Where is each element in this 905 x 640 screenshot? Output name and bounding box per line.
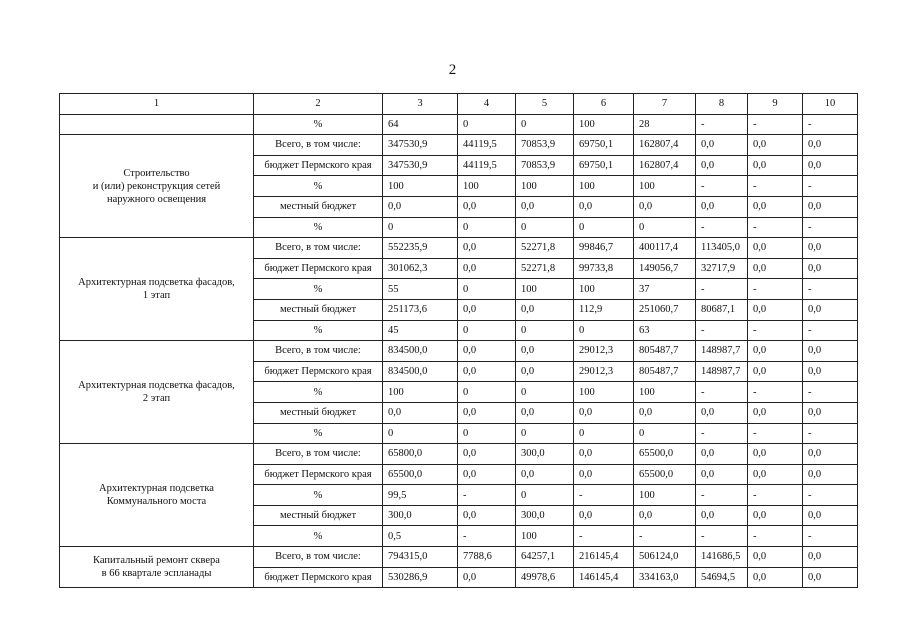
value-cell: 400117,4 — [634, 238, 696, 259]
value-cell: 0,0 — [574, 444, 634, 465]
value-cell: 44119,5 — [458, 155, 516, 176]
header-row — [60, 94, 858, 115]
value-cell: 0,0 — [634, 505, 696, 526]
value-cell: 0,0 — [748, 505, 803, 526]
value-cell: 100 — [516, 176, 574, 197]
value-cell: - — [748, 114, 803, 135]
value-cell: 0 — [516, 114, 574, 135]
value-cell: 805487,7 — [634, 361, 696, 382]
value-cell: - — [803, 114, 858, 135]
value-cell: 149056,7 — [634, 258, 696, 279]
value-cell: 44119,5 — [458, 135, 516, 156]
value-cell: 80687,1 — [696, 299, 748, 320]
value-cell: 65800,0 — [383, 444, 458, 465]
value-cell: 112,9 — [574, 299, 634, 320]
value-cell: 100 — [574, 176, 634, 197]
row-label: % — [254, 279, 383, 300]
value-cell: 70853,9 — [516, 155, 574, 176]
section-name: Архитектурная подсветка фасадов, 1 этап — [60, 238, 254, 341]
value-cell: 0 — [574, 217, 634, 238]
value-cell: 0 — [383, 423, 458, 444]
value-cell: 0 — [634, 217, 696, 238]
value-cell: 334163,0 — [634, 567, 696, 588]
value-cell: 347530,9 — [383, 135, 458, 156]
value-cell: 0,0 — [803, 299, 858, 320]
value-cell: 0,0 — [516, 361, 574, 382]
row-label: бюджет Пермского края — [254, 258, 383, 279]
value-cell: 0 — [516, 485, 574, 506]
value-cell: 251060,7 — [634, 299, 696, 320]
row-label: % — [254, 423, 383, 444]
value-cell: 65500,0 — [634, 444, 696, 465]
value-cell: 834500,0 — [383, 341, 458, 362]
value-cell: 162807,4 — [634, 135, 696, 156]
row-label: местный бюджет — [254, 505, 383, 526]
value-cell: 0 — [458, 114, 516, 135]
value-cell: - — [803, 279, 858, 300]
value-cell: 141686,5 — [696, 547, 748, 568]
row-label: % — [254, 320, 383, 341]
value-cell: 0 — [516, 320, 574, 341]
value-cell: 0,5 — [383, 526, 458, 547]
value-cell: 0,0 — [634, 196, 696, 217]
value-cell: - — [696, 320, 748, 341]
value-cell: 300,0 — [383, 505, 458, 526]
value-cell: 0,0 — [574, 505, 634, 526]
row-label: бюджет Пермского края — [254, 361, 383, 382]
value-cell: - — [696, 217, 748, 238]
column-header: 4 — [458, 94, 516, 115]
row-label: % — [254, 217, 383, 238]
value-cell: - — [803, 217, 858, 238]
column-header: 8 — [696, 94, 748, 115]
table-body — [60, 94, 858, 588]
value-cell: - — [748, 382, 803, 403]
value-cell: 530286,9 — [383, 567, 458, 588]
value-cell: 0,0 — [696, 135, 748, 156]
column-header: 10 — [803, 94, 858, 115]
value-cell: 37 — [634, 279, 696, 300]
table-row — [60, 135, 858, 156]
value-cell: 0,0 — [748, 196, 803, 217]
table-row — [60, 238, 858, 259]
value-cell: 28 — [634, 114, 696, 135]
value-cell: 100 — [634, 176, 696, 197]
table-row — [60, 547, 858, 568]
value-cell: - — [748, 176, 803, 197]
value-cell: 32717,9 — [696, 258, 748, 279]
value-cell: 0 — [458, 382, 516, 403]
value-cell: 0,0 — [516, 402, 574, 423]
value-cell: 0 — [458, 423, 516, 444]
value-cell: 794315,0 — [383, 547, 458, 568]
value-cell: 0 — [516, 423, 574, 444]
value-cell: 0 — [574, 423, 634, 444]
page-number: 2 — [448, 62, 457, 78]
value-cell: 0,0 — [696, 444, 748, 465]
value-cell: 100 — [458, 176, 516, 197]
value-cell: 52271,8 — [516, 238, 574, 259]
value-cell: 0,0 — [458, 299, 516, 320]
value-cell: 0,0 — [748, 567, 803, 588]
value-cell: - — [803, 320, 858, 341]
value-cell: 0,0 — [748, 402, 803, 423]
value-cell: 148987,7 — [696, 341, 748, 362]
value-cell: - — [803, 485, 858, 506]
column-header: 7 — [634, 94, 696, 115]
column-header: 3 — [383, 94, 458, 115]
value-cell: 0,0 — [803, 567, 858, 588]
value-cell: 49978,6 — [516, 567, 574, 588]
column-header: 6 — [574, 94, 634, 115]
value-cell: 146145,4 — [574, 567, 634, 588]
value-cell: 0,0 — [748, 258, 803, 279]
value-cell: 0,0 — [803, 361, 858, 382]
value-cell: - — [696, 423, 748, 444]
section-name: Строительство и (или) реконструкция сетей наружного освещения — [60, 135, 254, 238]
value-cell: - — [696, 526, 748, 547]
value-cell: 0,0 — [458, 238, 516, 259]
value-cell: - — [803, 526, 858, 547]
value-cell: 0,0 — [696, 505, 748, 526]
value-cell: 0,0 — [748, 444, 803, 465]
value-cell: - — [748, 485, 803, 506]
value-cell: 100 — [574, 279, 634, 300]
value-cell: - — [748, 217, 803, 238]
column-header: 5 — [516, 94, 574, 115]
value-cell: 54694,5 — [696, 567, 748, 588]
value-cell: - — [696, 279, 748, 300]
value-cell: 251173,6 — [383, 299, 458, 320]
value-cell: - — [748, 320, 803, 341]
value-cell: 0 — [516, 382, 574, 403]
value-cell: 99,5 — [383, 485, 458, 506]
value-cell: 0,0 — [458, 402, 516, 423]
value-cell: 55 — [383, 279, 458, 300]
value-cell: 0,0 — [803, 547, 858, 568]
row-label: % — [254, 176, 383, 197]
value-cell: - — [748, 526, 803, 547]
value-cell: 0,0 — [696, 155, 748, 176]
value-cell: 148987,7 — [696, 361, 748, 382]
value-cell: 0,0 — [458, 258, 516, 279]
value-cell: 0,0 — [803, 444, 858, 465]
value-cell: 0,0 — [516, 196, 574, 217]
value-cell: 52271,8 — [516, 258, 574, 279]
value-cell: 70853,9 — [516, 135, 574, 156]
value-cell: 805487,7 — [634, 341, 696, 362]
section-name: Архитектурная подсветка Коммунального моста — [60, 444, 254, 547]
value-cell: 0,0 — [696, 402, 748, 423]
value-cell: - — [803, 382, 858, 403]
value-cell: 0,0 — [748, 341, 803, 362]
value-cell: 100 — [574, 382, 634, 403]
value-cell: 0,0 — [748, 361, 803, 382]
value-cell: 100 — [516, 526, 574, 547]
value-cell: 301062,3 — [383, 258, 458, 279]
value-cell: 64257,1 — [516, 547, 574, 568]
value-cell: 0,0 — [696, 196, 748, 217]
value-cell: 113405,0 — [696, 238, 748, 259]
value-cell: - — [803, 423, 858, 444]
value-cell: 0,0 — [803, 196, 858, 217]
table-row — [60, 444, 858, 465]
value-cell: 100 — [634, 382, 696, 403]
row-label: Всего, в том числе: — [254, 341, 383, 362]
value-cell: 100 — [383, 382, 458, 403]
value-cell: 347530,9 — [383, 155, 458, 176]
value-cell: 0,0 — [803, 155, 858, 176]
row-label: бюджет Пермского края — [254, 464, 383, 485]
value-cell: 0,0 — [516, 341, 574, 362]
value-cell: 0,0 — [574, 464, 634, 485]
value-cell: 69750,1 — [574, 135, 634, 156]
value-cell: 7788,6 — [458, 547, 516, 568]
value-cell: 216145,4 — [574, 547, 634, 568]
value-cell: 506124,0 — [634, 547, 696, 568]
row-label: % — [254, 485, 383, 506]
value-cell: 0 — [458, 320, 516, 341]
value-cell: 0,0 — [748, 547, 803, 568]
value-cell: 834500,0 — [383, 361, 458, 382]
value-cell: - — [574, 526, 634, 547]
value-cell: 0,0 — [748, 299, 803, 320]
row-label: Всего, в том числе: — [254, 135, 383, 156]
value-cell: 64 — [383, 114, 458, 135]
value-cell: 0,0 — [803, 341, 858, 362]
row-label: Всего, в том числе: — [254, 238, 383, 259]
row-label: местный бюджет — [254, 402, 383, 423]
value-cell: 0,0 — [634, 402, 696, 423]
value-cell: 0,0 — [574, 196, 634, 217]
column-header: 1 — [60, 94, 254, 115]
value-cell: 0 — [383, 217, 458, 238]
table-row — [60, 341, 858, 362]
value-cell: - — [458, 526, 516, 547]
value-cell: 0,0 — [748, 135, 803, 156]
value-cell: - — [696, 114, 748, 135]
row-label: % — [254, 114, 383, 135]
value-cell: - — [696, 382, 748, 403]
value-cell: 552235,9 — [383, 238, 458, 259]
value-cell: 100 — [383, 176, 458, 197]
value-cell: 65500,0 — [383, 464, 458, 485]
value-cell: 0,0 — [516, 299, 574, 320]
value-cell: 0,0 — [383, 196, 458, 217]
row-label: % — [254, 526, 383, 547]
value-cell: 0,0 — [803, 464, 858, 485]
value-cell: 0,0 — [803, 135, 858, 156]
value-cell: 0,0 — [803, 258, 858, 279]
value-cell: 99733,8 — [574, 258, 634, 279]
value-cell: 100 — [634, 485, 696, 506]
value-cell: 0,0 — [748, 238, 803, 259]
value-cell: 162807,4 — [634, 155, 696, 176]
value-cell: 0 — [516, 217, 574, 238]
value-cell: 0 — [458, 279, 516, 300]
value-cell: - — [748, 423, 803, 444]
value-cell: - — [696, 176, 748, 197]
value-cell: 0,0 — [516, 464, 574, 485]
row-label: бюджет Пермского края — [254, 155, 383, 176]
value-cell: - — [696, 485, 748, 506]
budget-table — [59, 93, 858, 588]
value-cell: 0,0 — [574, 402, 634, 423]
value-cell: 0,0 — [383, 402, 458, 423]
value-cell: - — [748, 279, 803, 300]
value-cell: 300,0 — [516, 444, 574, 465]
value-cell: 45 — [383, 320, 458, 341]
value-cell: 29012,3 — [574, 341, 634, 362]
value-cell: - — [574, 485, 634, 506]
value-cell: 0,0 — [748, 464, 803, 485]
value-cell: 99846,7 — [574, 238, 634, 259]
value-cell: 100 — [516, 279, 574, 300]
column-header: 9 — [748, 94, 803, 115]
value-cell: 69750,1 — [574, 155, 634, 176]
value-cell: 0,0 — [696, 464, 748, 485]
value-cell: 0,0 — [803, 238, 858, 259]
column-header: 2 — [254, 94, 383, 115]
row-label: бюджет Пермского края — [254, 567, 383, 588]
value-cell: 0,0 — [458, 444, 516, 465]
value-cell: 63 — [634, 320, 696, 341]
value-cell: 100 — [574, 114, 634, 135]
value-cell: 0,0 — [803, 402, 858, 423]
row-label: % — [254, 382, 383, 403]
value-cell: 0,0 — [458, 341, 516, 362]
value-cell: - — [458, 485, 516, 506]
value-cell: - — [803, 176, 858, 197]
row-label: Всего, в том числе: — [254, 444, 383, 465]
row-label: местный бюджет — [254, 196, 383, 217]
value-cell: - — [634, 526, 696, 547]
value-cell: 0,0 — [803, 505, 858, 526]
value-cell: 300,0 — [516, 505, 574, 526]
row-label: местный бюджет — [254, 299, 383, 320]
value-cell: 0 — [634, 423, 696, 444]
value-cell: 0,0 — [458, 464, 516, 485]
section-name: Архитектурная подсветка фасадов, 2 этап — [60, 341, 254, 444]
row-label: Всего, в том числе: — [254, 547, 383, 568]
section-name-cell — [60, 114, 254, 135]
table-row — [60, 114, 858, 135]
value-cell: 0 — [574, 320, 634, 341]
value-cell: 0,0 — [458, 196, 516, 217]
value-cell: 0,0 — [748, 155, 803, 176]
value-cell: 65500,0 — [634, 464, 696, 485]
value-cell: 0,0 — [458, 567, 516, 588]
section-name: Капитальный ремонт сквера в 66 квартале эспланады — [60, 547, 254, 588]
value-cell: 0,0 — [458, 505, 516, 526]
value-cell: 29012,3 — [574, 361, 634, 382]
value-cell: 0 — [458, 217, 516, 238]
value-cell: 0,0 — [458, 361, 516, 382]
